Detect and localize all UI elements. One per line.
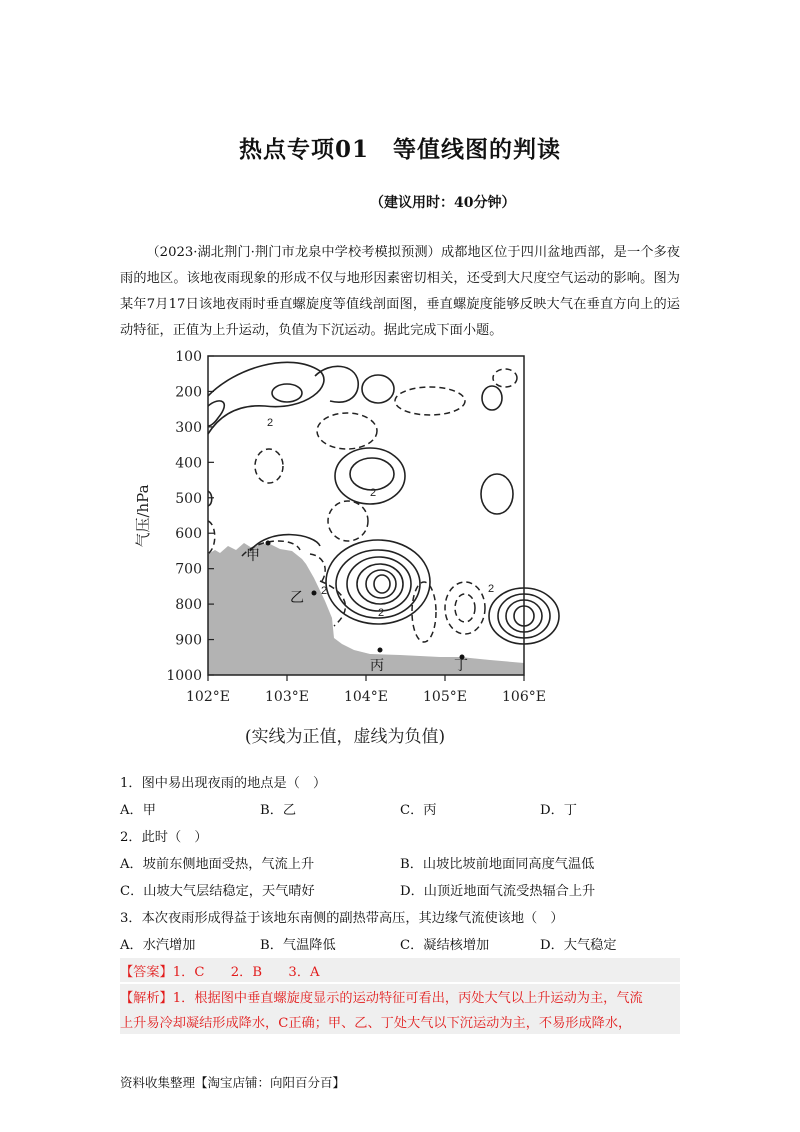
question-3-option-c[interactable]: C．凝结核增加	[400, 938, 490, 953]
analysis-line-1: 【解析】1．根据图中垂直螺旋度显示的运动特征可看出，丙处大气以上升运动为主，气流	[120, 991, 643, 1006]
answer-text: 【答案】1．C 2．B 3．A	[120, 965, 320, 980]
x-tick-label: 106°E	[502, 689, 546, 705]
question-1-stem: 1．图中易出现夜雨的地点是（ ）	[120, 776, 327, 791]
question-3-option-b[interactable]: B．气温降低	[260, 938, 336, 953]
point-ding-label: 丁	[454, 658, 468, 674]
point-bing-label: 丙	[370, 658, 384, 674]
question-1-option-c[interactable]: C．丙	[400, 803, 437, 818]
contour-label: 2	[321, 585, 328, 597]
point-yi-label: 乙	[290, 590, 304, 606]
analysis-line-2: 上升易冷却凝结形成降水，C正确；甲、乙、丁处大气以下沉运动为主，不易形成降水，	[120, 1016, 632, 1031]
question-1-option-d[interactable]: D．丁	[540, 803, 577, 818]
y-tick-label: 900	[175, 632, 202, 649]
y-tick-label: 800	[175, 597, 202, 614]
contour-label: 2	[488, 583, 495, 595]
question-2-option-d[interactable]: D．山顶近地面气流受热辐合上升	[400, 884, 596, 899]
y-tick-label: 400	[175, 455, 202, 472]
question-2-option-c[interactable]: C．山坡大气层结稳定，天气晴好	[120, 884, 315, 899]
question-3-option-a[interactable]: A．水汽增加	[120, 938, 196, 953]
footer-source: 资料收集整理【淘宝店铺：向阳百分百】	[120, 1075, 346, 1090]
figure-caption: (实线为正值，虚线为负值)	[244, 727, 446, 747]
y-tick-label: 300	[175, 419, 202, 436]
question-1-option-b[interactable]: B．乙	[260, 803, 297, 818]
x-tick-label: 102°E	[186, 689, 230, 705]
question-2-option-a[interactable]: A．坡前东侧地面受热，气流上升	[120, 857, 315, 872]
x-tick-label: 104°E	[344, 689, 388, 705]
contour-label: 2	[267, 417, 274, 429]
suggested-time: （建议用时：40分钟）	[370, 195, 516, 211]
y-tick-label: 500	[175, 490, 202, 507]
contour-label: 2	[378, 607, 385, 619]
helicity-contour-figure	[120, 346, 560, 756]
contour-label: 2	[370, 487, 377, 499]
y-tick-label: 700	[175, 561, 202, 578]
answer-row	[120, 958, 680, 982]
question-2-option-b[interactable]: B．山坡比坡前地面同高度气温低	[400, 857, 595, 872]
question-1-option-a[interactable]: A．甲	[120, 803, 156, 818]
x-tick-label: 105°E	[423, 689, 467, 705]
x-tick-label: 103°E	[265, 689, 309, 705]
point-yi-marker	[312, 591, 317, 596]
y-tick-label: 1000	[166, 668, 202, 684]
point-jia-label: 甲	[246, 548, 260, 564]
y-tick-label: 600	[175, 526, 202, 543]
page-title: 热点专项01 等值线图的判读	[238, 136, 561, 163]
point-bing-marker	[378, 648, 383, 653]
analysis-block	[120, 984, 680, 1034]
y-tick-label: 100	[175, 349, 202, 365]
y-axis-label: 气压/hPa	[134, 484, 152, 548]
question-2-stem: 2．此时（ ）	[120, 830, 208, 845]
y-tick-label: 200	[175, 384, 202, 401]
question-intro: （2023·湖北荆门·荆门市龙泉中学校考模拟预测）成都地区位于四川盆地西部，是一个多夜雨的地区。该地夜雨现象的形成不仅与地形因素密切相关，还受到大尺度空气运动的影响。图为某年7月17日该地夜雨时垂直螺旋度等值线剖面图，垂直螺旋度能够反映大气在垂直方向上的运动特征，正值为上升运动，负值为下沉运动。据此完成下面小题。	[120, 245, 680, 338]
question-3-option-d[interactable]: D．大气稳定	[540, 938, 617, 953]
question-3-stem: 3．本次夜雨形成得益于该地东南侧的副热带高压，其边缘气流使该地（ ）	[120, 911, 564, 926]
point-jia-marker	[266, 541, 271, 546]
